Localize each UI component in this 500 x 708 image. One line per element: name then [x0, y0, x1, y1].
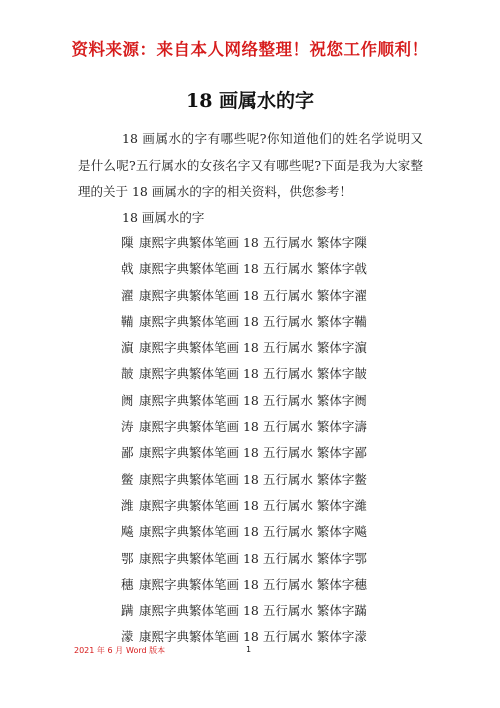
list-item — [121, 576, 367, 602]
entry-description: 康熙字典繁体笔画 18 五行属水 繁体字隟 — [139, 235, 367, 250]
entry-character: 鞴 — [121, 313, 134, 329]
entry-description: 康熙字典繁体笔画 18 五行属水 繁体字鳖 — [139, 471, 367, 487]
list-item — [121, 392, 367, 418]
entry-character: 潍 — [121, 497, 134, 513]
list-item — [121, 497, 367, 523]
entry-description: 康熙字典繁体笔画 18 五行属水 繁体字飚 — [139, 524, 367, 540]
entry-character: 鄂 — [121, 550, 134, 566]
entry-description: 康熙字典繁体笔画 18 五行属水 繁体字鄂 — [139, 550, 367, 566]
entry-character: 涛 — [121, 419, 134, 435]
list-item — [121, 444, 367, 470]
entry-description: 康熙字典繁体笔画 18 五行属水 繁体字濯 — [139, 287, 367, 303]
entry-character: 鄙 — [121, 445, 134, 461]
source-banner: 资料来源：来自本人网络整理！祝您工作顺利！ — [71, 40, 429, 59]
entry-character: 濵 — [121, 340, 134, 356]
list-item — [121, 418, 367, 444]
character-list — [121, 234, 367, 655]
list-item — [121, 471, 367, 497]
intro-paragraph: 18 画属水的字有哪些呢?你知道他们的姓名学说明又是什么呢?五行属水的女孩名字又有哪些呢?下面是我为大家整理的关于 18 画属水的字的相关资料，供您参考！ — [78, 131, 423, 199]
entry-character: 皵 — [121, 366, 134, 382]
entry-description: 康熙字典繁体笔画 18 五行属水 繁体字濵 — [139, 340, 367, 356]
list-item — [121, 523, 367, 549]
list-item — [121, 602, 367, 628]
entry-description: 康熙字典繁体笔画 18 五行属水 繁体字鞴 — [139, 313, 367, 329]
footer-version: Word 版本 — [126, 646, 166, 655]
entry-character: 濛 — [121, 629, 134, 645]
entry-description: 康熙字典繁体笔画 18 五行属水 繁体字濛 — [139, 629, 367, 645]
entry-character: 濯 — [121, 287, 134, 303]
entry-character: 蹒 — [121, 603, 134, 619]
entry-description: 康熙字典繁体笔画 18 五行属水 繁体字鄙 — [139, 445, 367, 461]
entry-description: 康熙字典繁体笔画 18 五行属水 繁体字阓 — [139, 392, 367, 408]
page-number: 1 — [246, 645, 252, 654]
section-heading: 18 画属水的字 — [122, 210, 205, 225]
entry-description: 康熙字典繁体笔画 18 五行属水 繁体字㦸 — [139, 261, 367, 277]
list-item — [121, 550, 367, 576]
list-item — [121, 260, 367, 286]
entry-description: 康熙字典繁体笔画 18 五行属水 繁体字皵 — [139, 366, 367, 382]
entry-character: 鳖 — [121, 471, 134, 487]
page-title: 18 画属水的字 — [185, 90, 315, 112]
entry-description: 康熙字典繁体笔画 18 五行属水 繁体字濰 — [139, 497, 367, 513]
list-item — [121, 365, 367, 391]
entry-character: 穗 — [121, 576, 134, 592]
list-item — [121, 313, 367, 339]
entry-description: 康熙字典繁体笔画 18 五行属水 繁体字濤 — [139, 419, 367, 435]
entry-character: 㦸 — [121, 261, 134, 277]
list-item — [121, 287, 367, 313]
entry-character: 阓 — [121, 392, 134, 408]
entry-description: 康熙字典繁体笔画 18 五行属水 繁体字蹣 — [139, 603, 367, 619]
entry-description: 康熙字典繁体笔画 18 五行属水 繁体字穗 — [139, 576, 367, 592]
entry-character: 隟 — [121, 235, 134, 250]
list-item — [121, 234, 367, 260]
list-item — [121, 339, 367, 365]
entry-character: 飚 — [121, 524, 134, 540]
page-footer — [0, 645, 500, 659]
footer-date: 2021 年 6 月 — [74, 646, 124, 655]
